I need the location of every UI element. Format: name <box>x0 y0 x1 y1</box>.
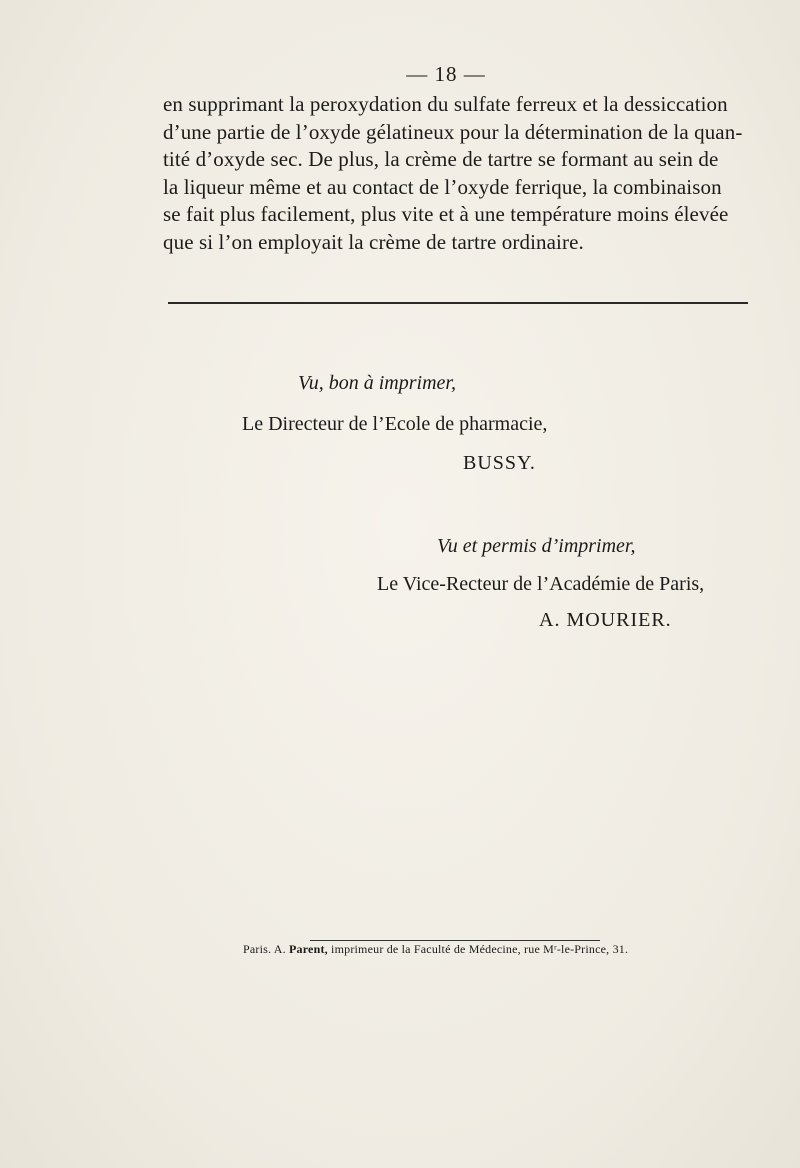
body-paragraph <box>163 91 755 256</box>
imprint-rule <box>310 940 600 941</box>
text-line: la liqueur même et au contact de l’oxyde ferrique, la combinaison <box>163 174 722 199</box>
separator-rule <box>168 302 748 304</box>
rector-title: Le Vice-Recteur de l’Académie de Paris, <box>377 573 705 595</box>
director-title: Le Directeur de l’Ecole de pharmacie, <box>242 413 548 435</box>
text-line: en supprimant la peroxydation du sulfate ferreux et la dessiccation <box>163 92 728 116</box>
rector-name: A. MOURIER. <box>539 609 672 631</box>
imprint-suffix: imprimeur de la Faculté de Médecine, rue Mʳ-le-Prince, 31. <box>327 942 629 956</box>
vu-et-permis: Vu et permis d’imprimer, <box>437 535 636 557</box>
imprint-prefix: Paris. A. <box>243 942 290 956</box>
text-line: tité d’oxyde sec. De plus, la crème de tartre se formant au sein de <box>163 147 719 171</box>
page-number: — 18 — <box>406 62 486 86</box>
printer-imprint <box>243 942 643 957</box>
director-name: BUSSY. <box>463 452 536 474</box>
text-line: d’une partie de l’oxyde gélatineux pour la détermination de la quan- <box>163 119 743 144</box>
vu-bon-a-imprimer: Vu, bon à imprimer, <box>298 372 456 394</box>
printer-name: Parent, <box>289 942 328 956</box>
text-line: que si l’on employait la crème de tartre ordinaire. <box>163 229 584 254</box>
text-line: se fait plus facilement, plus vite et à une température moins élevée <box>163 202 729 226</box>
